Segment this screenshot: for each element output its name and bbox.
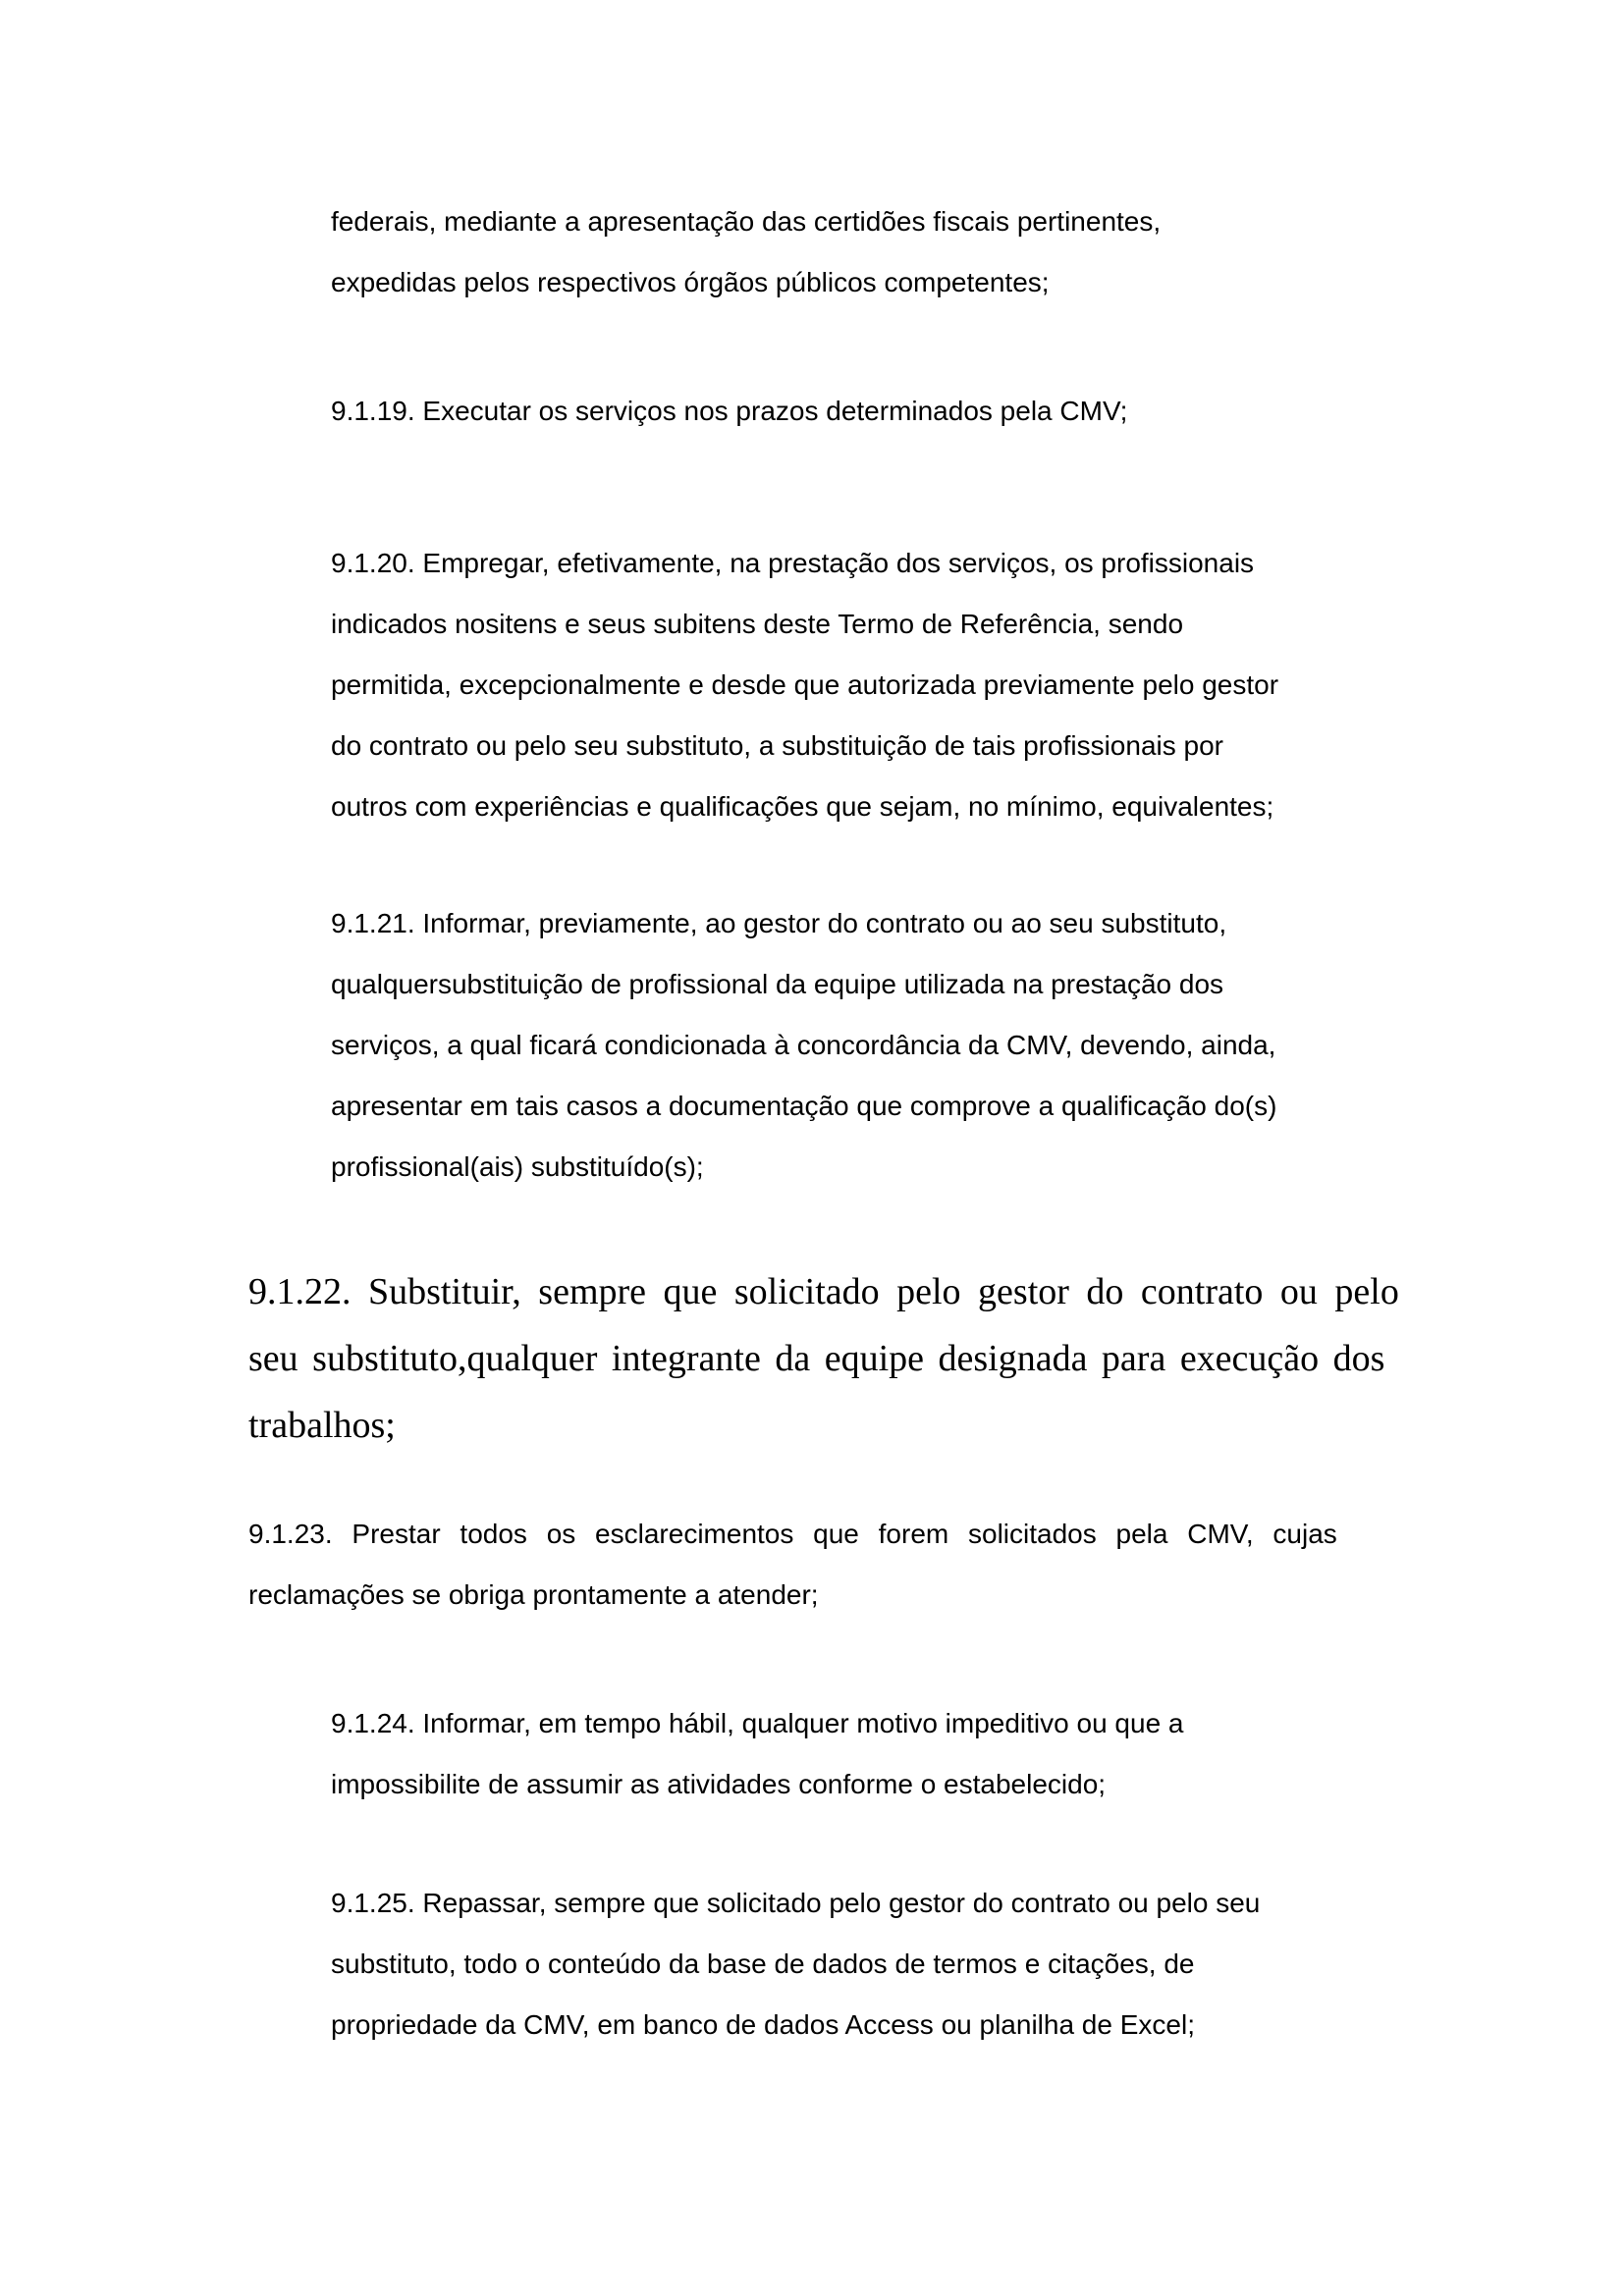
text-line: apresentar em tais casos a documentação que comprove a qualificação do(s) — [331, 1091, 1277, 1121]
text-line: serviços, a qual ficará condicionada à concordância da CMV, devendo, ainda, — [331, 1030, 1276, 1060]
text-line: seu substituto,qualquer integrante da equipe designada para execução dos — [248, 1338, 1385, 1379]
text-line: indicados nositens e seus subitens deste Termo de Referência, sendo — [331, 609, 1184, 639]
text-line: 9.1.20. Empregar, efetivamente, na prestação dos serviços, os profissionais — [331, 548, 1255, 578]
text-line: do contrato ou pelo seu substituto, a substituição de tais profissionais por — [331, 730, 1223, 761]
paragraph-9-1-24 — [331, 1693, 1431, 1815]
text-line: qualquersubstituição de profissional da equipe utilizada na prestação dos — [331, 969, 1224, 999]
paragraph-continuation — [331, 191, 1431, 313]
text-line: reclamações se obriga prontamente a atender; — [248, 1579, 819, 1610]
text-line: expedidas pelos respectivos órgãos públicos competentes; — [331, 267, 1050, 297]
text-line: 9.1.24. Informar, em tempo hábil, qualquer motivo impeditivo ou que a — [331, 1708, 1184, 1738]
paragraph-9-1-23 — [248, 1504, 1397, 1626]
text-line: profissional(ais) substituído(s); — [331, 1151, 704, 1182]
text-line: 9.1.25. Repassar, sempre que solicitado pelo gestor do contrato ou pelo seu — [331, 1888, 1261, 1918]
text-line: 9.1.22. Substituir, sempre que solicitado pelo gestor do contrato ou pelo — [248, 1271, 1399, 1312]
text-line: outros com experiências e qualificações que sejam, no mínimo, equivalentes; — [331, 791, 1274, 822]
text-line: propriedade da CMV, em banco de dados Access ou planilha de Excel; — [331, 2009, 1195, 2040]
text-line: 9.1.23. Prestar todos os esclarecimentos que forem solicitados pela CMV, cujas — [248, 1519, 1337, 1549]
paragraph-9-1-19 — [331, 381, 1431, 442]
text-line: substituto, todo o conteúdo da base de dados de termos e citações, de — [331, 1949, 1195, 1979]
paragraph-9-1-22 — [248, 1258, 1397, 1459]
text-line: federais, mediante a apresentação das certidões fiscais pertinentes, — [331, 206, 1162, 237]
text-line: trabalhos; — [248, 1405, 396, 1446]
text-line: 9.1.21. Informar, previamente, ao gestor do contrato ou ao seu substituto, — [331, 908, 1227, 938]
text-line: 9.1.19. Executar os serviços nos prazos determinados pela CMV; — [331, 396, 1128, 426]
paragraph-9-1-25 — [331, 1873, 1431, 2056]
text-line: impossibilite de assumir as atividades conforme o estabelecido; — [331, 1769, 1107, 1799]
paragraph-9-1-21 — [331, 893, 1431, 1198]
text-line: permitida, excepcionalmente e desde que autorizada previamente pelo gestor — [331, 669, 1279, 700]
paragraph-9-1-20 — [331, 533, 1431, 837]
